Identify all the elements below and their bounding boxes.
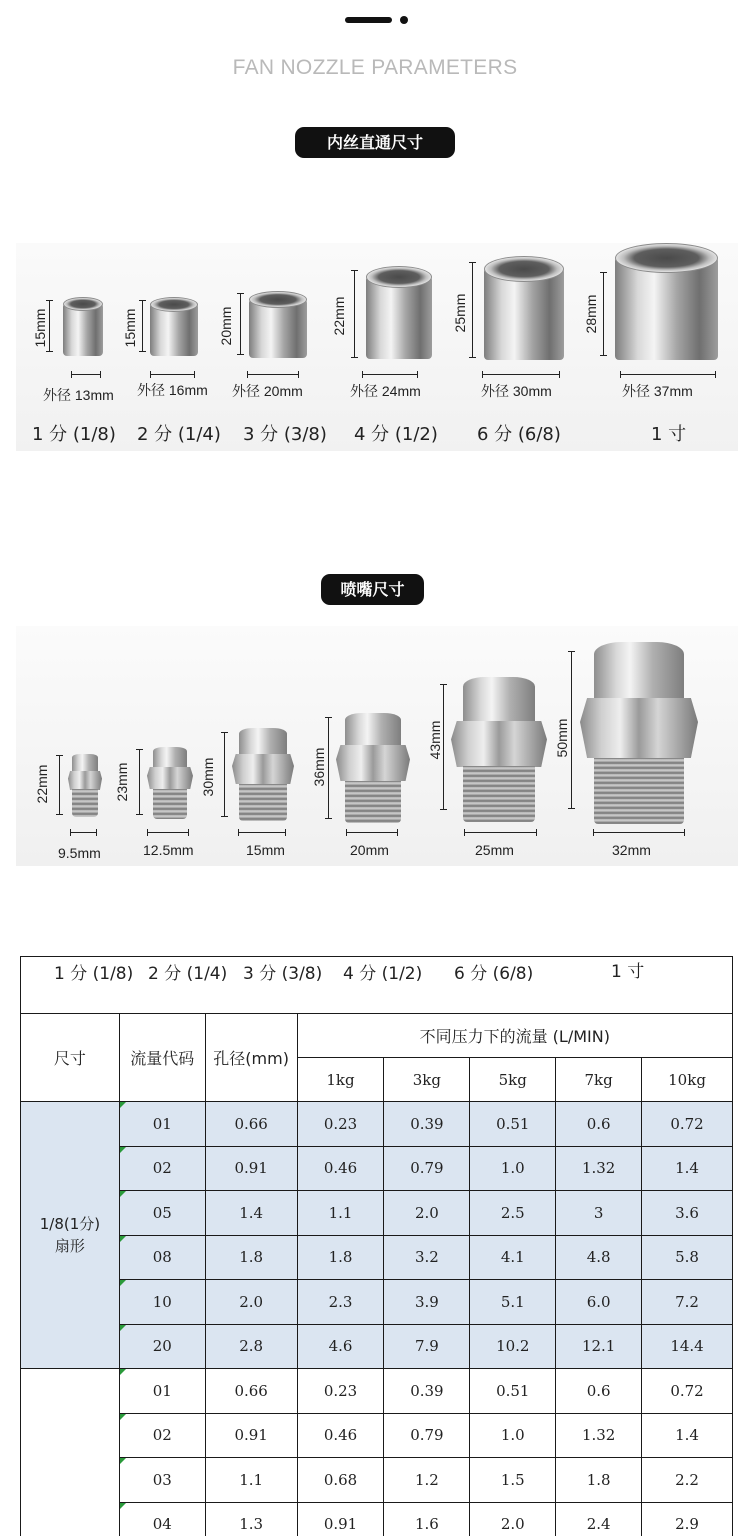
fitting-height-label: 20mm — [218, 306, 234, 346]
nozzle-image — [68, 754, 102, 817]
table-cell: 02 — [119, 1146, 205, 1191]
table-cell: 0.66 — [205, 1102, 297, 1147]
table-cell: 3.6 — [642, 1191, 733, 1236]
size-header-item: 4 分 (1/2) — [343, 964, 423, 984]
fitting-diameter-label: 外径 30mm — [481, 383, 552, 399]
nozzle-width-label: 32mm — [612, 842, 651, 858]
col-header-flow: 不同压力下的流量 (L/MIN) — [297, 1014, 732, 1058]
table-cell: 0.91 — [205, 1146, 297, 1191]
nozzle-width-label: 25mm — [475, 842, 514, 858]
nozzle-image — [451, 677, 547, 822]
table-row — [21, 1413, 733, 1458]
group-1-size-cell — [21, 1102, 120, 1369]
table-cell: 2.0 — [470, 1502, 556, 1536]
table-cell: 3 — [556, 1191, 642, 1236]
width-marker — [482, 371, 560, 378]
table-row — [21, 1146, 733, 1191]
table-cell: 0.79 — [384, 1413, 470, 1458]
size-header-item: 6 分 (6/8) — [454, 964, 534, 984]
fitting-diameter-label: 外径 37mm — [622, 383, 693, 399]
table-cell: 0.91 — [297, 1502, 384, 1536]
height-marker — [136, 749, 143, 815]
table-cell: 1.6 — [384, 1502, 470, 1536]
table-cell: 05 — [119, 1191, 205, 1236]
width-marker — [238, 829, 286, 836]
group-1-rows — [21, 1102, 733, 1369]
table-cell: 1.8 — [556, 1458, 642, 1503]
table-cell: 08 — [119, 1235, 205, 1280]
table-row — [21, 1502, 733, 1536]
width-marker — [362, 371, 418, 378]
table-cell: 1.32 — [556, 1146, 642, 1191]
pressure-header: 1kg — [297, 1058, 384, 1102]
table-cell: 1.4 — [205, 1191, 297, 1236]
table-cell: 0.23 — [297, 1369, 384, 1414]
pressure-header: 5kg — [470, 1058, 556, 1102]
table-cell: 1.0 — [470, 1413, 556, 1458]
nozzle-height-label: 30mm — [200, 757, 216, 797]
table-cell: 0.91 — [205, 1413, 297, 1458]
fitting-size-label: 3 分 (3/8) — [243, 424, 327, 445]
group-1-size-label: 1/8(1分) — [39, 1215, 101, 1233]
table-cell: 2.4 — [556, 1502, 642, 1536]
table-cell: 10.2 — [470, 1324, 556, 1369]
table-cell: 12.1 — [556, 1324, 642, 1369]
table-cell: 0.51 — [470, 1102, 556, 1147]
nozzle-image — [232, 728, 294, 821]
height-marker — [600, 272, 607, 356]
col-header-code: 流量代码 — [119, 1014, 205, 1102]
table-cell: 3.2 — [384, 1235, 470, 1280]
width-marker — [346, 829, 398, 836]
fitting-height-label: 15mm — [32, 308, 48, 348]
height-marker — [351, 270, 358, 358]
table-cell: 0.6 — [556, 1102, 642, 1147]
top-decoration — [345, 16, 415, 26]
table-cell: 0.51 — [470, 1369, 556, 1414]
width-marker — [247, 371, 299, 378]
table-cell: 1.4 — [642, 1146, 733, 1191]
table-cell: 01 — [119, 1102, 205, 1147]
fitting-diameter-label: 外径 24mm — [350, 383, 421, 399]
width-marker — [147, 829, 189, 836]
height-marker — [56, 755, 63, 815]
nozzle-height-label: 23mm — [114, 762, 130, 802]
fitting-size-label: 4 分 (1/2) — [354, 424, 438, 445]
table-cell: 04 — [119, 1502, 205, 1536]
table-cell: 2.5 — [470, 1191, 556, 1236]
fitting-image — [150, 297, 198, 356]
col-header-size: 尺寸 — [21, 1014, 120, 1102]
size-header-row — [21, 957, 733, 1014]
group-2-size-cell — [21, 1369, 120, 1536]
nozzle-width-label: 20mm — [350, 842, 389, 858]
width-marker — [464, 829, 537, 836]
table-cell: 0.39 — [384, 1102, 470, 1147]
col-header-bore: 孔径(mm) — [205, 1014, 297, 1102]
table-row — [21, 1369, 733, 1414]
width-marker — [70, 829, 97, 836]
fitting-size-label: 2 分 (1/4) — [137, 424, 221, 445]
table-cell: 5.1 — [470, 1280, 556, 1325]
table-cell: 2.0 — [384, 1191, 470, 1236]
table-row — [21, 1458, 733, 1503]
nozzle-height-label: 36mm — [311, 747, 327, 787]
size-header-item: 3 分 (3/8) — [243, 964, 323, 984]
height-marker — [139, 300, 146, 352]
size-header-item: 1 寸 — [611, 962, 645, 982]
table-cell: 7.9 — [384, 1324, 470, 1369]
table-cell: 1.4 — [642, 1413, 733, 1458]
fitting-height-label: 28mm — [583, 294, 599, 334]
table-cell: 3.9 — [384, 1280, 470, 1325]
table-cell: 0.46 — [297, 1146, 384, 1191]
pressure-header: 7kg — [556, 1058, 642, 1102]
table-cell: 0.72 — [642, 1369, 733, 1414]
table-cell: 1.8 — [297, 1235, 384, 1280]
size-header-item: 1 分 (1/8) — [54, 964, 134, 984]
table-cell: 0.79 — [384, 1146, 470, 1191]
fitting-diameter-label: 外径 13mm — [43, 387, 114, 403]
table-row — [21, 1324, 733, 1369]
nozzle-height-label: 50mm — [554, 718, 570, 758]
table-cell: 1.2 — [384, 1458, 470, 1503]
section-title-nozzles: 喷嘴尺寸 — [321, 574, 424, 605]
table-cell: 0.66 — [205, 1369, 297, 1414]
table-cell: 2.0 — [205, 1280, 297, 1325]
page-title: FAN NOZZLE PARAMETERS — [232, 56, 518, 79]
table-cell: 2.8 — [205, 1324, 297, 1369]
nozzle-width-label: 12.5mm — [143, 842, 194, 858]
table-cell: 0.6 — [556, 1369, 642, 1414]
nozzle-image — [580, 642, 698, 824]
table-row — [21, 1280, 733, 1325]
table-cell: 1.3 — [205, 1502, 297, 1536]
table-cell: 1.8 — [205, 1235, 297, 1280]
table-cell: 02 — [119, 1413, 205, 1458]
table-row — [21, 1102, 733, 1147]
table-cell: 4.8 — [556, 1235, 642, 1280]
table-cell: 4.1 — [470, 1235, 556, 1280]
table-cell: 0.39 — [384, 1369, 470, 1414]
fitting-image — [615, 243, 718, 360]
size-header-item: 2 分 (1/4) — [148, 964, 228, 984]
nozzle-image — [336, 713, 410, 823]
table-row — [21, 1191, 733, 1236]
table-cell: 03 — [119, 1458, 205, 1503]
table-cell: 0.46 — [297, 1413, 384, 1458]
table-cell: 1.32 — [556, 1413, 642, 1458]
height-marker — [221, 732, 228, 817]
fitting-size-label: 6 分 (6/8) — [477, 424, 561, 445]
decoration-bar — [345, 17, 392, 23]
table-cell: 5.8 — [642, 1235, 733, 1280]
table-cell: 4.6 — [297, 1324, 384, 1369]
table-cell: 20 — [119, 1324, 205, 1369]
height-marker — [469, 262, 476, 358]
group-1-type-label: 扇形 — [54, 1237, 85, 1255]
table-cell: 1.5 — [470, 1458, 556, 1503]
fitting-image — [484, 256, 564, 360]
fitting-image — [366, 266, 432, 359]
nozzle-height-label: 22mm — [34, 764, 50, 804]
width-marker — [593, 829, 685, 836]
table-cell: 2.9 — [642, 1502, 733, 1536]
table-cell: 0.23 — [297, 1102, 384, 1147]
table-cell: 1.1 — [297, 1191, 384, 1236]
table-cell: 2.2 — [642, 1458, 733, 1503]
width-marker — [620, 371, 716, 378]
width-marker — [150, 371, 195, 378]
section-title-fittings: 内丝直通尺寸 — [295, 127, 455, 158]
table-cell: 7.2 — [642, 1280, 733, 1325]
nozzle-height-label: 43mm — [427, 720, 443, 760]
fitting-image — [63, 297, 103, 356]
fitting-height-label: 25mm — [452, 293, 468, 333]
width-marker — [71, 371, 101, 378]
fitting-size-label: 1 寸 — [651, 424, 687, 445]
decoration-dot — [400, 16, 408, 24]
height-marker — [237, 293, 244, 355]
fitting-image — [249, 291, 307, 358]
fitting-diameter-label: 外径 20mm — [232, 383, 303, 399]
table-cell: 01 — [119, 1369, 205, 1414]
table-cell: 10 — [119, 1280, 205, 1325]
group-2-rows — [21, 1369, 733, 1536]
nozzle-width-label: 15mm — [246, 842, 285, 858]
flow-rate-table — [20, 956, 733, 1536]
nozzle-width-label: 9.5mm — [58, 845, 101, 861]
table-row — [21, 1235, 733, 1280]
table-cell: 0.72 — [642, 1102, 733, 1147]
fitting-height-label: 22mm — [331, 296, 347, 336]
nozzle-image — [147, 747, 193, 819]
table-cell: 2.3 — [297, 1280, 384, 1325]
table-cell: 0.68 — [297, 1458, 384, 1503]
table-cell: 1.1 — [205, 1458, 297, 1503]
fitting-size-label: 1 分 (1/8) — [32, 424, 116, 445]
pressure-header: 3kg — [384, 1058, 470, 1102]
table-cell: 6.0 — [556, 1280, 642, 1325]
fitting-height-label: 15mm — [122, 308, 138, 348]
table-cell: 14.4 — [642, 1324, 733, 1369]
table-cell: 1.0 — [470, 1146, 556, 1191]
fitting-diameter-label: 外径 16mm — [137, 382, 208, 398]
pressure-header: 10kg — [642, 1058, 733, 1102]
